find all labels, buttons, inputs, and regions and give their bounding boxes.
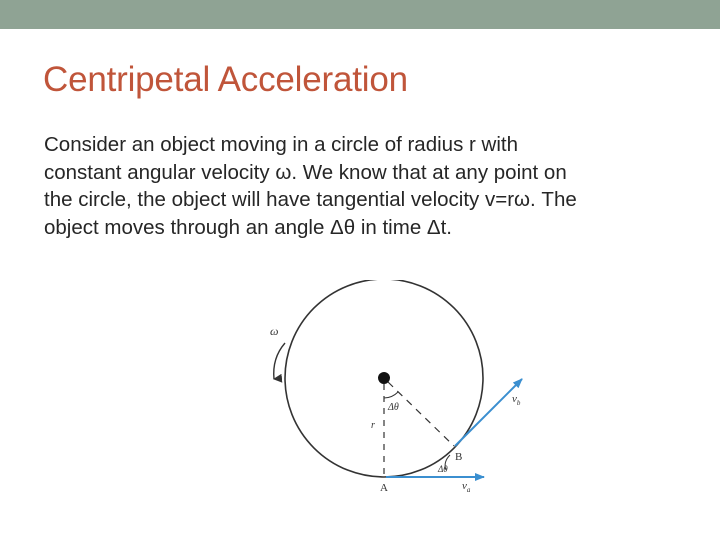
body-line-4: object moves through an angle Δθ in time Δt. [44, 215, 452, 239]
tangent-delta-theta-label: Δθ [438, 464, 448, 474]
omega-label: ω [270, 324, 279, 338]
body-line-2: constant angular velocity ω. We know that at any point on [44, 160, 567, 184]
vector-vb-label: $v_b$ [512, 393, 521, 407]
radius-to-b [388, 382, 454, 446]
point-a-label: A [380, 482, 388, 494]
vector-vb-arrow [455, 379, 522, 446]
center-delta-theta-label: Δθ [388, 402, 399, 413]
omega-rotation-arrow [274, 343, 285, 379]
body-line-3: the circle, the object will have tangential velocity v=rω. The [44, 188, 577, 211]
slide-body [44, 131, 684, 241]
radius-label: r [371, 420, 375, 431]
point-b-label: B [455, 451, 463, 463]
slide-title: Centripetal Acceleration [43, 60, 408, 99]
vector-va-label: $v_a$ [462, 480, 471, 494]
top-bar [0, 0, 720, 29]
circular-motion-diagram [262, 280, 542, 500]
body-line-1: Consider an object moving in a circle of radius r with [44, 133, 518, 156]
center-angle-arc [384, 392, 398, 398]
